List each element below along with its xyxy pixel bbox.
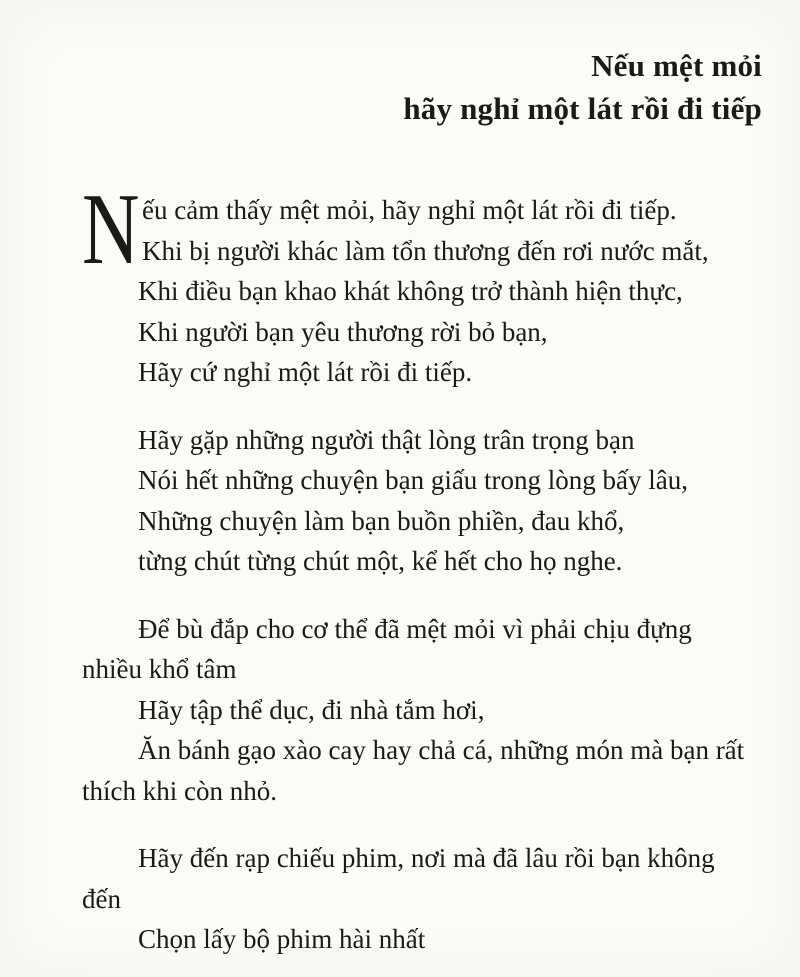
poem-line: nhiều khổ tâm	[82, 654, 237, 684]
poem-line: ếu cảm thấy mệt mỏi, hãy nghỉ một lát rồi đi tiếp.	[142, 195, 677, 225]
poem-line: Khi người bạn yêu thương rời bỏ bạn,	[138, 316, 548, 347]
poem-line: thích khi còn nhỏ.	[82, 775, 277, 806]
poem-line: Ăn bánh gạo xào cay hay chả cá, những món mà bạn rất	[138, 735, 745, 765]
stanza-3	[82, 609, 762, 812]
poem-line: Hãy cứ nghỉ một lát rồi đi tiếp.	[138, 357, 473, 387]
poem-line: Hãy đến rạp chiếu phim, nơi mà đã lâu rồi bạn không	[138, 843, 715, 873]
stanza-1	[82, 173, 762, 393]
stanza-4	[82, 838, 762, 960]
stanza-2	[82, 420, 762, 582]
poem-line: Nói hết những chuyện bạn giấu trong lòng bấy lâu,	[138, 465, 689, 495]
poem-line: Hãy tập thể dục, đi nhà tắm hơi,	[138, 694, 485, 725]
poem-line: Khi điều bạn khao khát không trở thành hiện thực,	[138, 276, 683, 306]
poem-line: đến	[82, 883, 121, 914]
poem-line: Khi bị người khác làm tổn thương đến rơi nước mắt,	[142, 235, 709, 266]
poem-line: Chọn lấy bộ phim hài nhất	[138, 924, 426, 954]
title-line-1: Nếu mệt mỏi	[591, 48, 762, 83]
page-title	[0, 0, 800, 130]
title-line-2: hãy nghỉ một lát rồi đi tiếp	[403, 91, 762, 126]
poem-line: Để bù đắp cho cơ thể đã mệt mỏi vì phải chịu đựng	[138, 613, 692, 644]
poem-line: Những chuyện làm bạn buồn phiền, đau khổ,	[138, 505, 625, 536]
poem-body	[0, 173, 800, 960]
drop-cap: N	[82, 173, 140, 286]
poem-line: Hãy gặp những người thật lòng trân trọng bạn	[138, 424, 635, 455]
poem-line: từng chút từng chút một, kể hết cho họ nghe.	[138, 546, 623, 576]
